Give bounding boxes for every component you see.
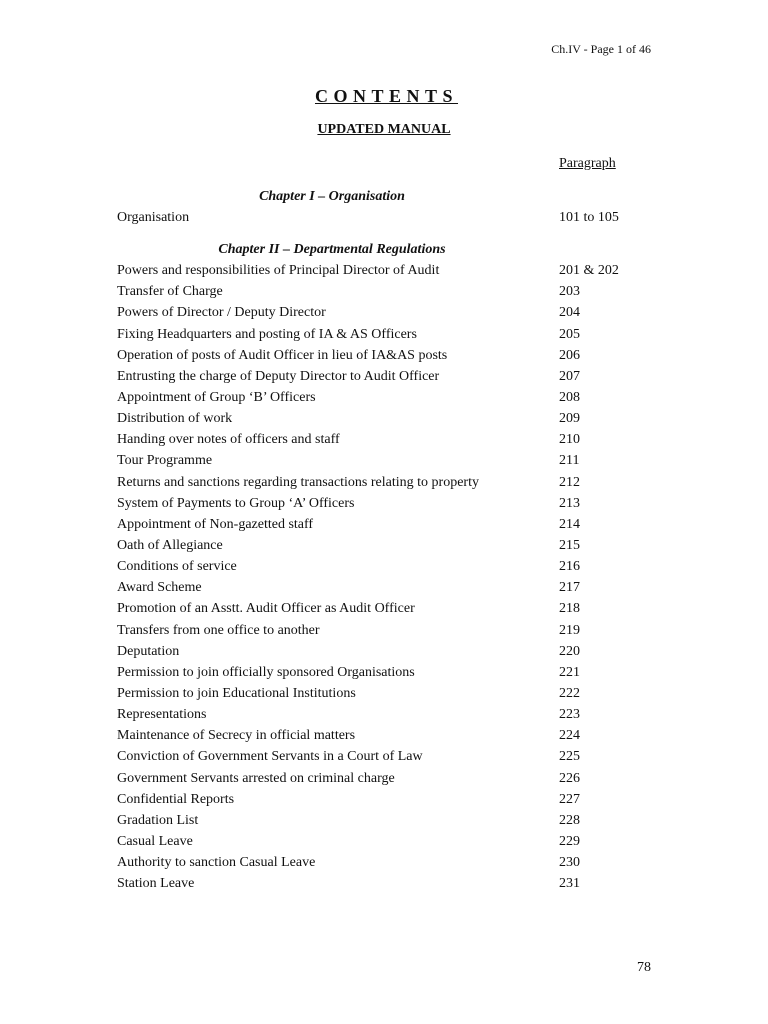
toc-entry-title: Transfers from one office to another <box>117 622 320 638</box>
toc-entry <box>117 789 657 810</box>
toc-entry <box>117 302 657 323</box>
toc-entry <box>117 852 657 873</box>
toc-entry-title: Conditions of service <box>117 559 237 575</box>
page-title-text: CONTENTS <box>314 86 459 106</box>
toc-entry-paragraph: 226 <box>559 770 580 786</box>
toc-entry <box>117 873 657 894</box>
toc-entry <box>117 345 657 366</box>
toc-entry-paragraph: 203 <box>559 284 580 300</box>
chapter-heading: Chapter II – Departmental Regulations <box>218 242 446 258</box>
toc-entry-paragraph: 225 <box>559 749 580 765</box>
toc-entry-title: Maintenance of Secrecy in official matters <box>117 728 356 744</box>
toc-entry-title: Gradation List <box>117 812 199 828</box>
toc-entry-title: Station Leave <box>117 876 195 892</box>
toc-entry-title: Permission to join Educational Institutions <box>117 685 356 701</box>
toc-entry-title: Handing over notes of officers and staff <box>117 432 340 448</box>
toc-entry-paragraph: 201 & 202 <box>559 263 619 279</box>
toc-entry <box>117 620 657 641</box>
toc-entry-title: Appointment of Non-gazetted staff <box>117 516 314 532</box>
page-subtitle: UPDATED MANUAL <box>317 122 451 137</box>
toc-entry <box>117 366 657 387</box>
toc-entry <box>117 810 657 831</box>
toc-entry-paragraph: 206 <box>559 347 580 363</box>
toc-entry-paragraph: 229 <box>559 833 580 849</box>
toc-entry-paragraph: 205 <box>559 326 580 342</box>
page-number: 78 <box>637 960 651 975</box>
toc-entry-paragraph: 204 <box>559 305 580 321</box>
toc-entry-paragraph: 230 <box>559 855 580 871</box>
toc-entry-title: Deputation <box>117 643 180 659</box>
toc-entry-paragraph: 213 <box>559 495 580 511</box>
toc-entry-paragraph: 210 <box>559 432 580 448</box>
toc-entry <box>117 324 657 345</box>
toc-entry-title: Tour Programme <box>117 453 213 469</box>
toc-entry-paragraph: 212 <box>559 474 580 490</box>
toc-entry-title: Award Scheme <box>117 580 202 596</box>
toc-entry-title: Powers and responsibilities of Principal Director of Audit <box>117 263 440 279</box>
toc-entry-paragraph: 217 <box>559 580 580 596</box>
toc-entry-paragraph: 221 <box>559 664 580 680</box>
toc-entry <box>117 429 657 450</box>
toc-entry-title: Government Servants arrested on criminal charge <box>117 770 395 786</box>
toc-entry-title: System of Payments to Group ‘A’ Officers <box>117 495 355 511</box>
toc-entry-title: Distribution of work <box>117 411 233 427</box>
page-reference: Ch.IV - Page 1 of 46 <box>551 42 651 56</box>
toc-entry-title: Fixing Headquarters and posting of IA & AS Officers <box>117 326 417 342</box>
toc-entry <box>117 725 657 746</box>
toc-entry <box>117 408 657 429</box>
chapter-heading: Chapter I – Organisation <box>259 189 405 204</box>
toc-entry-title: Powers of Director / Deputy Director <box>117 305 326 321</box>
paragraph-column-header: Paragraph <box>559 156 616 171</box>
table-of-contents <box>117 186 657 894</box>
toc-entry <box>117 281 657 302</box>
toc-entry-title: Permission to join officially sponsored Organisations <box>117 664 415 680</box>
toc-entry-title: Appointment of Group ‘B’ Officers <box>117 389 316 405</box>
toc-entry <box>117 260 657 281</box>
toc-entry-title: Representations <box>117 707 207 723</box>
toc-entry <box>117 598 657 619</box>
page-title <box>0 84 768 108</box>
toc-entry-paragraph: 231 <box>559 876 580 892</box>
toc-entry-paragraph: 208 <box>559 389 580 405</box>
toc-entry-paragraph: 207 <box>559 368 580 384</box>
toc-entry-title: Organisation <box>117 210 190 225</box>
toc-entry-paragraph: 216 <box>559 559 580 575</box>
toc-entry <box>117 746 657 767</box>
toc-entry <box>117 831 657 852</box>
toc-entry-paragraph: 227 <box>559 791 580 807</box>
toc-entry-paragraph: 211 <box>559 453 580 469</box>
toc-entry <box>117 577 657 598</box>
toc-entry-paragraph: 218 <box>559 601 580 617</box>
toc-entry-paragraph: 215 <box>559 537 580 553</box>
toc-entry-paragraph: 223 <box>559 707 580 723</box>
toc-entry-paragraph: 222 <box>559 685 580 701</box>
toc-entry <box>117 514 657 535</box>
toc-entry <box>117 535 657 556</box>
toc-entry <box>117 641 657 662</box>
toc-entry-title: Entrusting the charge of Deputy Director to Audit Officer <box>117 368 440 384</box>
toc-entry-title: Confidential Reports <box>117 791 235 807</box>
toc-entry-title: Operation of posts of Audit Officer in lieu of IA&AS posts <box>117 347 448 363</box>
toc-entry-title: Oath of Allegiance <box>117 537 223 553</box>
toc-entry-paragraph: 224 <box>559 728 580 744</box>
toc-entry-title: Conviction of Government Servants in a Court of Law <box>117 749 423 765</box>
toc-entry <box>117 207 657 228</box>
toc-entry-paragraph: 214 <box>559 516 580 532</box>
toc-entry-paragraph: 228 <box>559 812 580 828</box>
toc-entry-title: Transfer of Charge <box>117 284 223 300</box>
toc-entry-title: Promotion of an Asstt. Audit Officer as Audit Officer <box>117 601 415 617</box>
toc-entry-paragraph: 209 <box>559 411 580 427</box>
toc-entry <box>117 556 657 577</box>
toc-entry-title: Returns and sanctions regarding transactions relating to property <box>117 474 479 490</box>
toc-entry-paragraph: 101 to 105 <box>559 210 619 225</box>
toc-entry-title: Authority to sanction Casual Leave <box>117 855 316 871</box>
toc-entry-paragraph: 220 <box>559 643 580 659</box>
toc-entry-paragraph: 219 <box>559 622 580 638</box>
toc-entry <box>117 387 657 408</box>
toc-entry <box>117 683 657 704</box>
toc-entry <box>117 704 657 725</box>
toc-entry <box>117 450 657 471</box>
chapter-spacer <box>117 228 657 239</box>
toc-entry <box>117 662 657 683</box>
toc-entry <box>117 493 657 514</box>
toc-entry-title: Casual Leave <box>117 833 193 849</box>
toc-entry <box>117 472 657 493</box>
toc-entry <box>117 768 657 789</box>
